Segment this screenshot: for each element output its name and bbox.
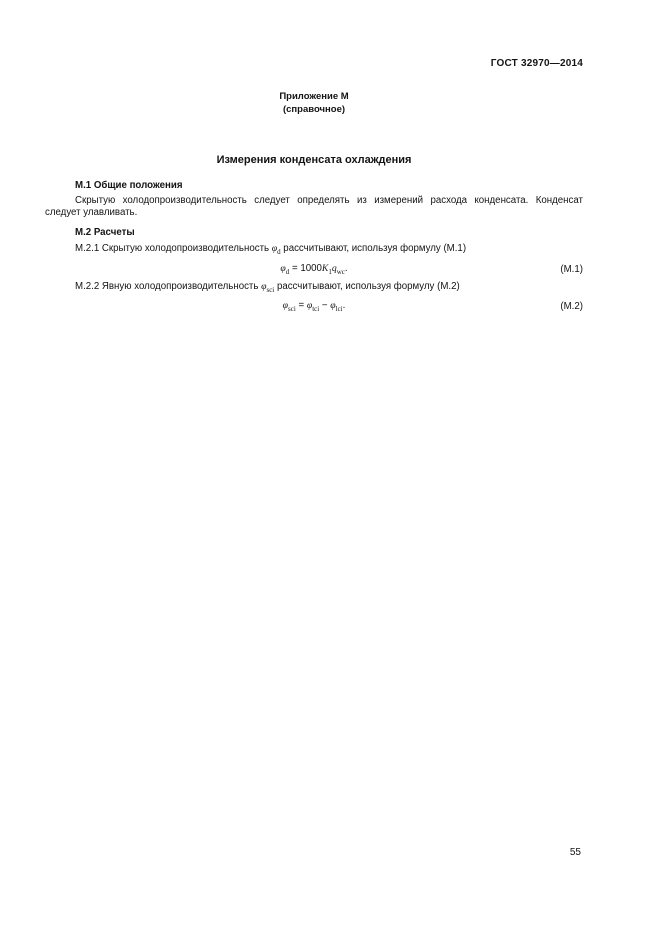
formula-part: K [321,262,329,274]
appendix-heading [45,90,583,117]
formula-part: φ [280,262,286,274]
clause-m22-post: рассчитывают, используя формулу (М.2) [274,280,460,292]
clause-m22-text [45,281,583,294]
formula-part: − [319,300,331,312]
formula-subscript: sci [288,305,296,314]
clause-m22-pre: М.2.2 Явную холодопроизводительность [75,280,262,292]
formula-part: = [295,300,307,312]
clause-m21-post: рассчитывают, используя формулу (М.1) [280,243,467,255]
clause-m22-subscript: sci [266,285,275,294]
formula-part: . [342,300,346,312]
doc-code: ГОСТ 32970—2014 [490,58,583,69]
formula-m2-label: (М.2) [560,301,583,313]
formula-part: . [344,262,348,274]
formula-m2 [45,299,583,313]
clause-m21-symbol: φ [271,243,278,255]
formula-subscript: lci [335,305,343,314]
clause-m21-pre: М.2.1 Скрытую холодопроизводительность [75,243,272,255]
formula-m1 [45,262,583,276]
section-m1-paragraph: Скрытую холодопроизводительность следует определять из измерений расхода конденсата. Конденсат следует улавливать. [45,194,583,219]
appendix-designation: Приложение М [279,91,349,102]
clause-m21-text [45,243,583,256]
formula-subscript: wc [336,267,345,276]
formula-part: φ [282,300,289,312]
formula-part: = 1000 [289,262,322,274]
formula-subscript: 1 [328,267,332,276]
formula-part: q [331,262,337,274]
page-number: 55 [569,847,581,858]
section-m1-heading: М.1 Общие положения [75,179,183,191]
page-title: Измерения конденсата охлаждения [216,153,412,166]
appendix-type: (справочное) [282,104,346,116]
clause-m21-subscript: d [277,248,281,257]
formula-subscript: d [285,267,290,276]
formula-subscript: tci [312,305,320,314]
formula-m2-expression [282,300,346,314]
formula-m1-label: (М.1) [560,263,583,275]
formula-part: φ [330,300,336,312]
formula-m1-expression [280,263,347,274]
formula-part: φ [306,300,313,312]
section-m2-heading: М.2 Расчеты [75,227,135,239]
clause-m22-symbol: φ [261,280,267,292]
